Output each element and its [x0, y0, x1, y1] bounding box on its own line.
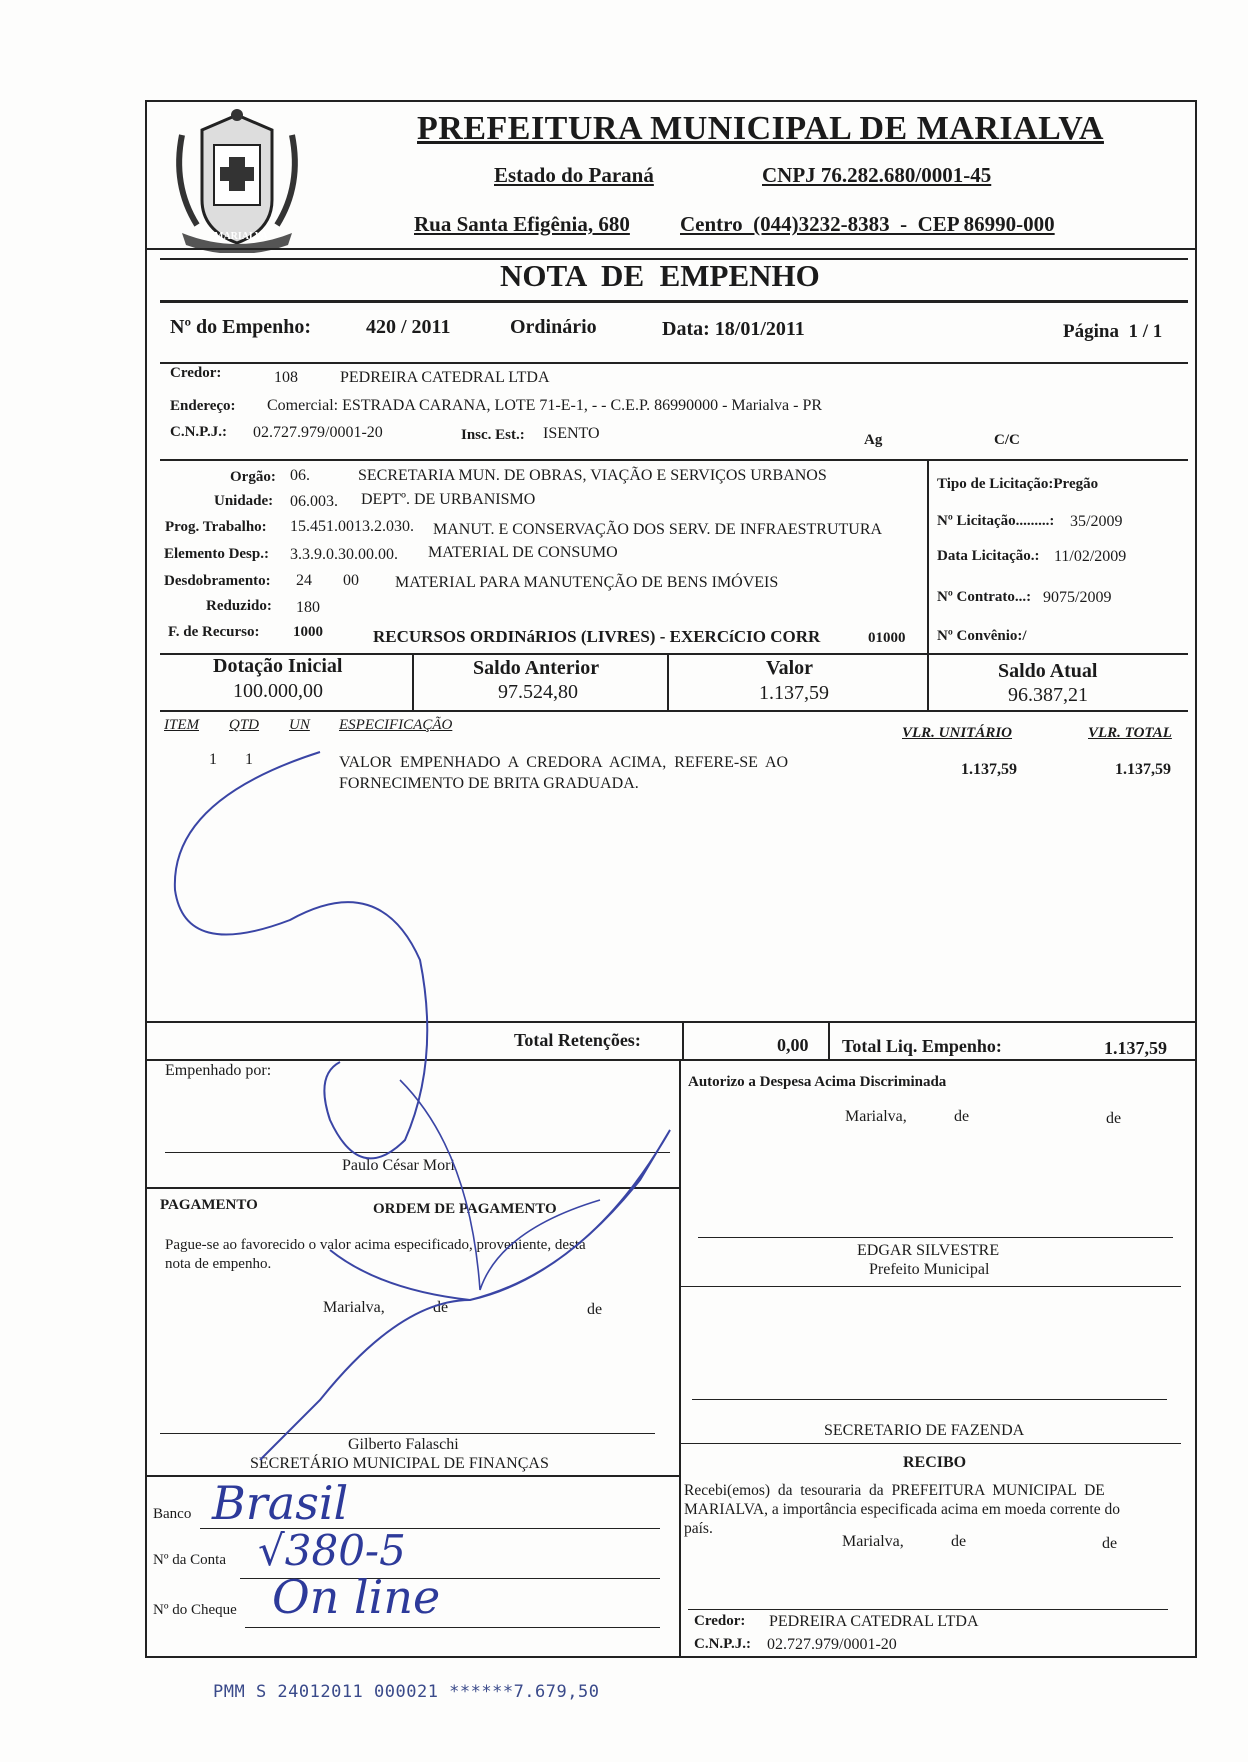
unidade-label: Unidade: [214, 493, 274, 509]
desdobramento-code: 24 [296, 572, 312, 589]
recibo-de2: de [1102, 1535, 1118, 1552]
item-qtd: 1 [245, 751, 253, 768]
autorizo-de1: de [954, 1108, 970, 1125]
secretario-fazenda: SECRETARIO DE FAZENDA [824, 1422, 1025, 1439]
processing-stamp: PMM S 24012011 000021 ******7.679,50 [213, 1682, 600, 1702]
conta-handwritten: √380-5 [258, 1526, 406, 1575]
recurso-label: F. de Recurso: [168, 624, 260, 640]
credor-code: 108 [274, 369, 298, 386]
recurso-code: 1000 [293, 624, 323, 640]
licitacao-date-label: Data Licitação.: [937, 548, 1040, 564]
pagamento-city: Marialva, [323, 1299, 385, 1316]
endereco-label: Endereço: [170, 398, 236, 414]
recibo-cnpj-label: C.N.P.J.: [694, 1636, 751, 1652]
saldo-atual-label: Saldo Atual [998, 660, 1098, 682]
prog-code: 15.451.0013.2.030. [290, 518, 414, 535]
elemento-name: MATERIAL DE CONSUMO [428, 544, 618, 561]
saldo-atual-value: 96.387,21 [1008, 684, 1088, 706]
valor-label: Valor [766, 657, 814, 679]
cheque-handwritten: On line [272, 1570, 441, 1624]
tipo-licitacao: Tipo de Licitação:Pregão [937, 476, 1099, 492]
item-unit-value: 1.137,59 [961, 761, 1017, 778]
header-cnpj: CNPJ 76.282.680/0001-45 [762, 163, 992, 187]
empenho-number: 420 / 2011 [366, 316, 451, 338]
liquido-label: Total Liq. Empenho: [842, 1036, 1002, 1056]
reduzido-value: 180 [296, 599, 320, 616]
header-title: PREFEITURA MUNICIPAL DE MARIALVA [417, 110, 1104, 147]
crest-ribbon-text: MARIALVA [214, 231, 268, 242]
contrato-number: 9075/2009 [1043, 589, 1112, 606]
empenho-label: Nº do Empenho: [170, 316, 312, 338]
recibo-cnpj: 02.727.979/0001-20 [767, 1636, 897, 1653]
elemento-code: 3.3.9.0.30.00.00. [290, 546, 398, 563]
recibo-city: Marialva, [842, 1533, 904, 1550]
desdobramento-name: MATERIAL PARA MANUTENÇÃO DE BENS IMÓVEIS [395, 574, 779, 591]
licitacao-date: 11/02/2009 [1054, 548, 1127, 565]
licitacao-number: 35/2009 [1070, 513, 1123, 530]
orgao-label: Orgão: [230, 469, 276, 485]
cheque-label: Nº do Cheque [153, 1602, 237, 1618]
dotacao-label: Dotação Inicial [213, 655, 343, 677]
credor-label: Credor: [170, 365, 222, 381]
empenho-type: Ordinário [510, 316, 597, 338]
header-state: Estado do Paraná [494, 163, 654, 187]
prefeito-name: EDGAR SILVESTRE [857, 1242, 1000, 1259]
col-header-un: UN [289, 717, 310, 733]
cc-label: C/C [994, 432, 1020, 448]
recibo-text-line2: MARIALVA, a importância especificada acima em moeda corrente do [684, 1501, 1120, 1518]
saldo-anterior-label: Saldo Anterior [473, 657, 600, 679]
dotacao-value: 100.000,00 [233, 680, 323, 702]
credor-name: PEDREIRA CATEDRAL LTDA [340, 369, 550, 386]
pagamento-de1: de [433, 1299, 449, 1316]
unidade-code: 06.003. [290, 493, 338, 510]
autorizo-label: Autorizo a Despesa Acima Discriminada [688, 1074, 947, 1090]
col-header-qtd: QTD [229, 717, 260, 733]
autorizo-city: Marialva, [845, 1108, 907, 1125]
recibo-credor: PEDREIRA CATEDRAL LTDA [769, 1613, 979, 1630]
header-contact: Centro (044)3232-8383 - CEP 86990-000 [680, 212, 1055, 236]
col-header-unit: VLR. UNITÁRIO [902, 725, 1013, 741]
col-header-spec: ESPECIFICAÇÃO [339, 717, 453, 733]
banco-label: Banco [153, 1506, 192, 1522]
cnpj-label: C.N.P.J.: [170, 424, 227, 440]
desdobramento-label: Desdobramento: [164, 573, 271, 589]
desdobramento-sub: 00 [343, 572, 359, 589]
retencoes-label: Total Retenções: [514, 1030, 641, 1050]
item-total-value: 1.137,59 [1115, 761, 1171, 778]
pagamento-text-line1: Pague-se ao favorecido o valor acima especificado, proveniente, desta [165, 1237, 586, 1253]
orgao-code: 06. [290, 467, 310, 484]
empenhado-name: Paulo César Mori [342, 1157, 455, 1174]
recurso-name: RECURSOS ORDINáRIOS (LIVRES) - EXERCíCIO CORR [373, 627, 821, 646]
unidade-name: DEPTº. DE URBANISMO [361, 491, 536, 508]
pagamento-label: PAGAMENTO [160, 1197, 258, 1213]
credor-insc: ISENTO [543, 425, 600, 442]
recibo-text-line1: Recebi(emos) da tesouraria da PREFEITURA MUNICIPAL DE [684, 1482, 1105, 1499]
reduzido-label: Reduzido: [206, 598, 272, 614]
liquido-value: 1.137,59 [1104, 1038, 1167, 1058]
recibo-text-line3: país. [684, 1520, 713, 1537]
pagamento-de2: de [587, 1301, 603, 1318]
licitacao-number-label: Nº Licitação.........: [937, 513, 1055, 529]
recibo-title: RECIBO [903, 1454, 967, 1471]
page-number: Página 1 / 1 [1063, 321, 1163, 342]
col-header-item: ITEM [164, 717, 199, 733]
autorizo-de2: de [1106, 1110, 1122, 1127]
pagamento-text-line2: nota de empenho. [165, 1256, 272, 1272]
conta-label: Nº da Conta [153, 1552, 226, 1568]
item-spec-line2: FORNECIMENTO DE BRITA GRADUADA. [339, 775, 639, 792]
prog-name: MANUT. E CONSERVAÇÃO DOS SERV. DE INFRAESTRUTURA [433, 521, 883, 538]
prefeito-role: Prefeito Municipal [869, 1261, 990, 1278]
item-number: 1 [209, 751, 217, 768]
credor-cnpj: 02.727.979/0001-20 [253, 424, 383, 441]
retencoes-value: 0,00 [777, 1035, 809, 1055]
convenio: Nº Convênio:/ [937, 628, 1027, 644]
valor-value: 1.137,59 [759, 682, 829, 704]
banco-handwritten: Brasil [212, 1476, 349, 1530]
recibo-de1: de [951, 1533, 967, 1550]
header-address: Rua Santa Efigênia, 680 [414, 212, 630, 236]
financas-name: Gilberto Falaschi [348, 1436, 459, 1453]
credor-address: Comercial: ESTRADA CARANA, LOTE 71-E-1, - - C.E.P. 86990000 - Marialva - PR [267, 397, 823, 414]
empenhado-label: Empenhado por: [165, 1062, 272, 1079]
item-spec-line1: VALOR EMPENHADO A CREDORA ACIMA, REFERE-SE AO [339, 754, 789, 771]
doc-title: NOTA DE EMPENHO [500, 258, 820, 293]
elemento-label: Elemento Desp.: [164, 546, 269, 562]
financas-role: SECRETÁRIO MUNICIPAL DE FINANÇAS [250, 1455, 549, 1472]
insc-label: Insc. Est.: [461, 427, 525, 443]
orgao-name: SECRETARIA MUN. DE OBRAS, VIAÇÃO E SERVIÇOS URBANOS [358, 467, 827, 484]
prog-label: Prog. Trabalho: [165, 519, 267, 535]
ag-label: Ag [864, 432, 883, 448]
saldo-anterior-value: 97.524,80 [498, 681, 578, 703]
contrato-label: Nº Contrato...: [937, 589, 1032, 605]
ordem-pagamento: ORDEM DE PAGAMENTO [373, 1201, 557, 1217]
recibo-credor-label: Credor: [694, 1613, 746, 1629]
recurso-sub: 01000 [868, 630, 906, 646]
col-header-total: VLR. TOTAL [1088, 725, 1172, 741]
empenho-date: Data: 18/01/2011 [662, 318, 805, 340]
